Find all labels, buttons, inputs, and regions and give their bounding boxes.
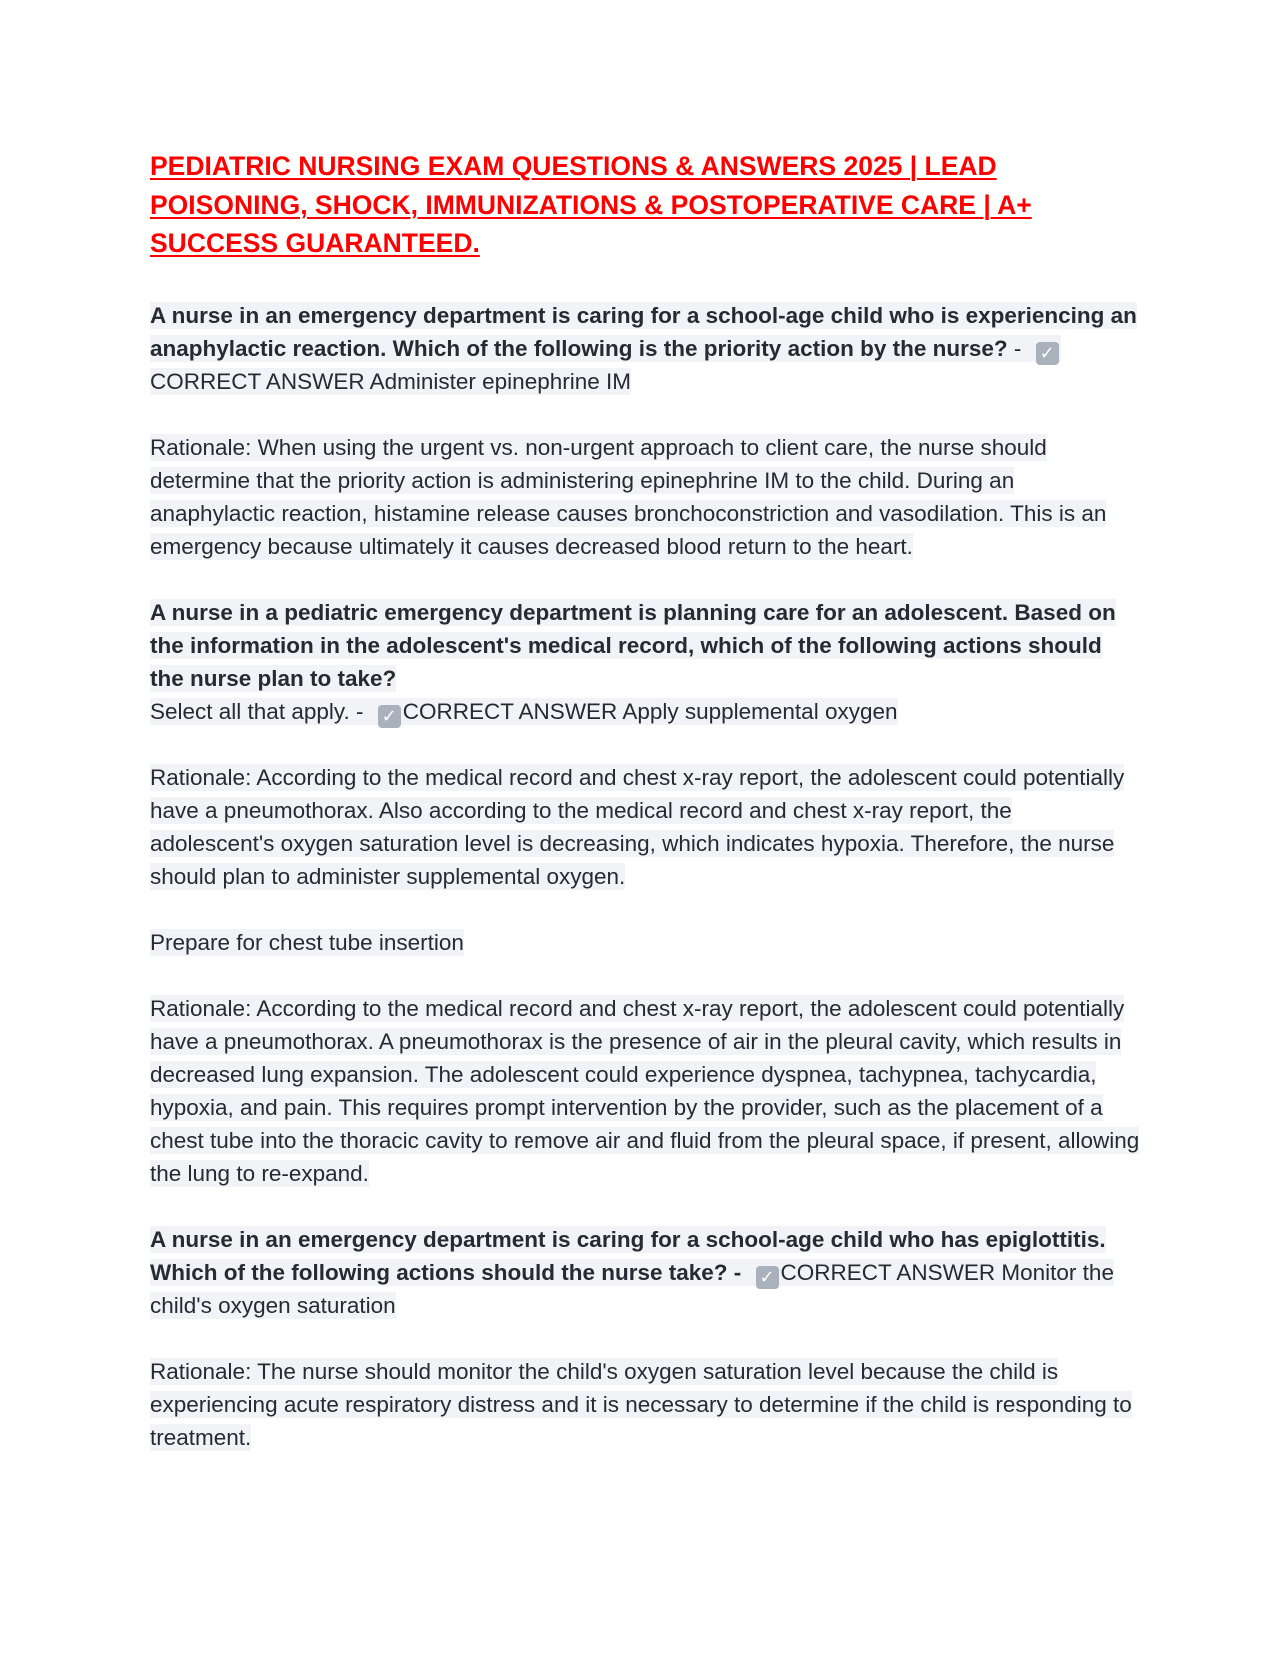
answer-label: CORRECT ANSWER <box>402 698 618 724</box>
rationale-block-1 <box>150 431 1140 563</box>
document-page <box>150 147 1140 1454</box>
rationale-block-2b <box>150 992 1140 1190</box>
rationale-block-2 <box>150 761 1140 893</box>
rationale-block-3 <box>150 1355 1140 1454</box>
answer-label: CORRECT <box>780 1259 892 1285</box>
answer-separator: - <box>727 1259 748 1285</box>
answer-label: CORRECT ANSWER <box>150 368 365 394</box>
question-text: A nurse in an emergency department is caring for a school-age child who has epiglottitis. Which of the following actions should the nurse take? <box>150 1226 1106 1285</box>
answer-text: Administer epinephrine IM <box>369 368 632 394</box>
question-block-1 <box>150 299 1140 398</box>
check-box-icon: ✓ <box>1036 342 1059 365</box>
question-text: A nurse in an emergency department is caring for a school-age child who is experiencing an anaphylactic reaction. Which of the following is the priority action by the nurse? <box>150 302 1137 361</box>
question-continuation: Select all that apply. <box>150 698 350 724</box>
answer-text: ANSWER Monitor the child's oxygen saturation <box>150 1259 1114 1318</box>
document-title: PEDIATRIC NURSING EXAM QUESTIONS & ANSWERS 2025 | LEAD POISONING, SHOCK, IMMUNIZATIONS & POSTOPERATIVE CARE | A+ SUCCESS GUARANTEED. <box>150 151 1032 258</box>
question-block-2 <box>150 596 1140 728</box>
answer-text: Apply supplemental oxygen <box>622 698 898 724</box>
answer-text: Prepare for chest tube insertion <box>150 929 464 955</box>
answer-separator: - <box>349 698 370 724</box>
check-box-icon: ✓ <box>378 705 401 728</box>
question-text: A nurse in a pediatric emergency department is planning care for an adolescent. Based on the information in the adolescent's medical record, which of the following actions should the nurse plan to take? <box>150 599 1116 691</box>
rationale-text: Rationale: When using the urgent vs. non-urgent approach to client care, the nurse should determine that the priority action is administering epinephrine IM to the child. During an anaphylactic reaction, histamine release causes bronchoconstriction and vasodilation. This is an emergency because ultimately it causes decreased blood return to the heart. <box>150 434 1107 559</box>
answer-block-2b <box>150 926 1140 959</box>
check-box-icon: ✓ <box>756 1266 779 1289</box>
rationale-text: Rationale: According to the medical record and chest x-ray report, the adolescent could potentially have a pneumothorax. A pneumothorax is the presence of air in the pleural cavity, which results in decreased lung expansion. The adolescent could experience dyspnea, tachypnea, tachycardia, hypoxia, and pain. This requires prompt intervention by the provider, such as the placement of a chest tube into the thoracic cavity to remove air and fluid from the pleural space, if present, allowing the lung to re-expand. <box>150 995 1140 1186</box>
rationale-text: Rationale: The nurse should monitor the child's oxygen saturation level because the child is experiencing acute respiratory distress and it is necessary to determine if the child is responding to treatment. <box>150 1358 1132 1450</box>
question-block-3 <box>150 1223 1140 1322</box>
answer-separator: - <box>1007 335 1028 361</box>
rationale-text: Rationale: According to the medical record and chest x-ray report, the adolescent could potentially have a pneumothorax. Also according to the medical record and chest x-ray report, the adolescent's oxygen saturation level is decreasing, which indicates hypoxia. Therefore, the nurse should plan to administer supplemental oxygen. <box>150 764 1125 889</box>
